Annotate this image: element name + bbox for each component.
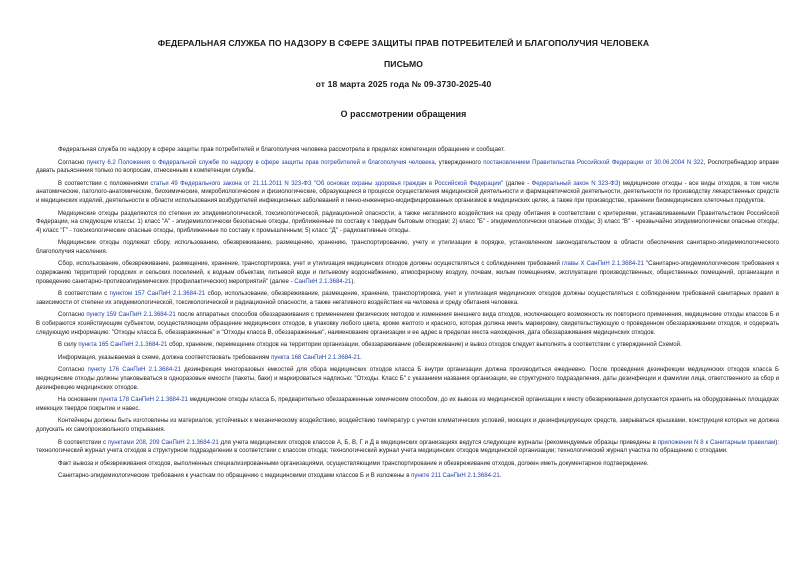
reference-link[interactable]: пункта 165 СанПиН 2.1.3684-21 xyxy=(78,342,168,349)
paragraph-text: Контейнеры должны быть изготовлены из материалов, устойчивых к механическому воздействию, воздействию температур с учетом климатических условий, моющих и дезинфицирующих средств, закрываться крышками, конструкция которых не должна допускать их самопроизвольного открывания. xyxy=(36,418,779,433)
paragraph xyxy=(36,290,779,307)
paragraph-text: медицинские отходы класса Б, предварительно обеззараженные химическим способом, до их вывоза из медицинской организации к месту обезвреживания допускается хранить на оборудованных площадках имеющих твердое покрытие и навес. xyxy=(36,397,779,412)
paragraph-text: . xyxy=(360,354,362,361)
paragraph-text: В соответствии с xyxy=(58,291,110,298)
paragraph-text: , утвержденного xyxy=(434,159,484,166)
paragraph xyxy=(36,396,779,413)
document-type: ПИСЬМО xyxy=(384,59,423,69)
reference-link[interactable]: 209 СанПиН 2.1.3684-21 xyxy=(149,439,219,446)
paragraph-text: , Роспотребнадзор вправе давать разъяснения только по вопросам, отнесенным к компетенции службы. xyxy=(36,159,779,175)
paragraph-text: Федеральная служба по надзору в сфере защиты прав потребителей и благополучия человека рассмотрела в пределах компетенции обращение и сообщает. xyxy=(58,147,505,153)
paragraph-text: дезинфекция многоразовых емкостей для сбора медицинских отходов класса Б внутри организации должна производиться ежедневно. После проведения дезинфекции медицинских отходов класса Б медицинские отходы должны упаковываться в одноразовые емкости (пакеты, баки) и маркироваться надписью: "Отходы. Класс Б" с указанием названия организации, ее структурного подразделения, даты дезинфекции и фамилии лица, ответственного за сбор и дезинфекцию медицинских отходов. xyxy=(36,367,779,391)
paragraph-text: Информация, указываемая в схеме, должна соответствовать требованиям xyxy=(58,354,272,361)
reference-link[interactable]: пункта 168 СанПиН 2.1.3684-21 xyxy=(271,354,361,361)
reference-link[interactable]: пункту 159 СанПиН 2.1.3684-21 xyxy=(86,312,176,319)
document-date-number: от 18 марта 2025 года № 09-3730-2025-40 xyxy=(315,79,492,89)
reference-link[interactable]: Федеральный закон N 323-ФЗ xyxy=(531,180,619,187)
reference-link[interactable]: пунктом 157 СанПиН 2.1.3684-21 xyxy=(109,291,206,298)
paragraph-text: Факт вывоза и обезвреживания отходов, выполненных специализированными организациями, осуществляющими транспортирование и обезвреживание отходов, должен иметь документарное подтверждение. xyxy=(58,460,649,467)
reference-link[interactable]: пункту 176 СанПиН 2.1.3684-21 xyxy=(87,367,181,374)
reference-link[interactable]: пунктами 208 xyxy=(107,439,146,446)
paragraph xyxy=(36,366,779,392)
paragraph xyxy=(36,239,779,256)
reference-link[interactable]: СанПиН 2.1.3684-21 xyxy=(294,278,352,285)
paragraph xyxy=(36,354,779,363)
paragraph xyxy=(36,159,779,176)
paragraph-text: В соответствии с положениями xyxy=(58,180,151,187)
reference-link[interactable]: пункта 178 СанПиН 2.1.3684-21 xyxy=(98,397,189,404)
paragraph-text: Медицинские отходы подлежат сбору, использованию, обезвреживанию, размещению, хранению, транспортированию, учету и утилизации в порядке, установленном законодательством в области обеспечения санитарно-эпидемиологического благополучия населения. xyxy=(36,240,779,255)
paragraph xyxy=(36,472,779,481)
paragraph-text: для учета медицинских отходов классов А, Б, В, Г и Д в медицинских организациях ведутся следующие журналы (рекомендуемые образцы приведены в xyxy=(218,439,658,446)
paragraph xyxy=(36,311,779,337)
paragraph xyxy=(36,439,779,456)
reference-link[interactable]: приложении N 8 к Санитарным правилам xyxy=(657,439,776,446)
paragraph xyxy=(36,417,779,434)
paragraph-text: "Санитарно-эпидемиологические требования к содержанию территорий городских и сельских поселений, к водным объектам, питьевой воде и питьевому водоснабжению, атмосферному воздуху, почвам, жилым помещениям, эксплуатации производственных, общественных помещений, организации и проведению санитарно-противоэпидемических (профилактических) мероприятий" (далее - xyxy=(36,261,779,285)
document-subject: О рассмотрении обращения xyxy=(340,109,467,119)
paragraph-text: Медицинские отходы разделяются по степени их эпидемиологической, токсикологической, радиационной опасности, а также негативного воздействия на среду обитания в соответствии с критериями, устанавливаемыми Правительством Российской Федерации, на следующие классы: 1) класс "А" - эпидемиологически безопасные отходы, приближенные по составу к твердым бытовым отходам; 2) класс "Б" - эпидемиологически опасные отходы; 3) класс "В" - чрезвычайно эпидемиологически опасные отходы; 4) класс "Г" - токсикологические опасные отходы, приближенные по составу к промышленным; 5) класс "Д" - радиоактивные отходы. xyxy=(36,210,779,234)
agency-heading: ФЕДЕРАЛЬНАЯ СЛУЖБА ПО НАДЗОРУ В СФЕРЕ ЗАЩИТЫ ПРАВ ПОТРЕБИТЕЛЕЙ И БЛАГОПОЛУЧИЯ ЧЕЛОВЕКА xyxy=(157,38,650,48)
paragraph xyxy=(36,341,779,350)
paragraph xyxy=(36,210,779,236)
paragraph-text: ) медицинские отходы - все виды отходов, в том числе анатомические, патолого-анатомические, биохимические, микробиологические и физиологические, образующиеся в процессе осуществления медицинской деятельности и фармацевтической деятельности, деятельности по производству лекарственных средств и медицинских изделий, деятельности в области использования возбудителей инфекционных заболеваний и генно-инженерно-модифицированных организмов в медицинских целях, а также при производстве, хранении биомедицинских клеточных продуктов. xyxy=(36,180,780,204)
paragraph xyxy=(36,460,779,469)
paragraph-text: В силу xyxy=(58,342,79,349)
paragraph-text: . xyxy=(499,473,502,480)
reference-link[interactable]: пункте 211 СанПиН 2.1.3684-21 xyxy=(411,473,500,480)
reference-link[interactable]: пункту 6.2 Положения о Федеральной службе по надзору в сфере защиты прав потребителей и благополучия человека xyxy=(86,159,435,166)
paragraph xyxy=(36,146,779,155)
reference-link[interactable]: постановлением Правительства Российской Федерации от 30.06.2004 N 322 xyxy=(483,159,704,166)
paragraph-text: (далее - xyxy=(503,180,532,187)
reference-link[interactable]: статьи 49 Федерального закона от 21.11.2011 N 323-ФЗ "Об основах охраны здоровья граждан в Российской Федерации" xyxy=(150,180,504,187)
paragraph xyxy=(36,180,779,206)
paragraph-text: Санитарно-эпидемиологические требования к участкам по обращению с медицинскими отходами классов Б и В изложены в xyxy=(58,473,412,480)
paragraph-text: ). xyxy=(351,278,356,285)
paragraph-text: ): технологический журнал учета отходов в структурном подразделении в соответствии с классом отхода; технологический журнал учета медицинских отходов медицинской организации; технологический журнал участка по обращению с отходами. xyxy=(36,439,779,455)
paragraph-text: Согласно xyxy=(58,159,87,166)
document-body xyxy=(36,146,779,485)
paragraph-text: сбор, хранение, перемещение отходов на территории организации, обеззараживание (обезвреживание) и вывоз отходов следует выполнять в соответствии с утвержденной Схемой. xyxy=(167,342,682,349)
paragraph-text: после аппаратных способов обеззараживания с применением физических методов и изменения внешнего вида отходов, исключающего возможность их повторного применения, медицинские отходы классов Б и В собираются хозяйствующим субъектом, осуществляющим обращение медицинских отходов, в упаковку любого цвета, кроме желтого и красного, которая должна иметь маркировку, свидетельствующую о проведенном обеззараживании отходов, и содержать следующую информацию: "Отходы класса Б, обеззараженные" и "Отходы класса В, обеззараженные", наименование организации и ее адрес в пределах места нахождения, дата обеззараживания медицинских отходов. xyxy=(36,312,779,336)
paragraph xyxy=(36,260,779,286)
paragraph-text: Согласно xyxy=(58,367,88,374)
paragraph-text: На основании xyxy=(58,397,99,404)
paragraph-text: Согласно xyxy=(58,312,87,319)
paragraph-text: Сбор, использование, обезвреживание, размещение, хранение, транспортировка, учет и утилизация медицинских отходов должны осуществляться с соблюдением требований xyxy=(58,261,562,268)
paragraph-text: В соответствии с xyxy=(58,439,108,446)
reference-link[interactable]: главы X СанПиН 2.1.3684-21 xyxy=(561,261,644,268)
paragraph-text: , xyxy=(145,439,150,446)
paragraph-text: сбор, использование, обезвреживание, размещение, хранение, транспортировка, учет и утилизация медицинских отходов должны осуществляться с соблюдением требований санитарных правил в зависимости от степени их эпидемиологической, токсикологической и радиационной опасности, а также негативного воздействия на человека и среду обитания человека. xyxy=(36,291,779,306)
